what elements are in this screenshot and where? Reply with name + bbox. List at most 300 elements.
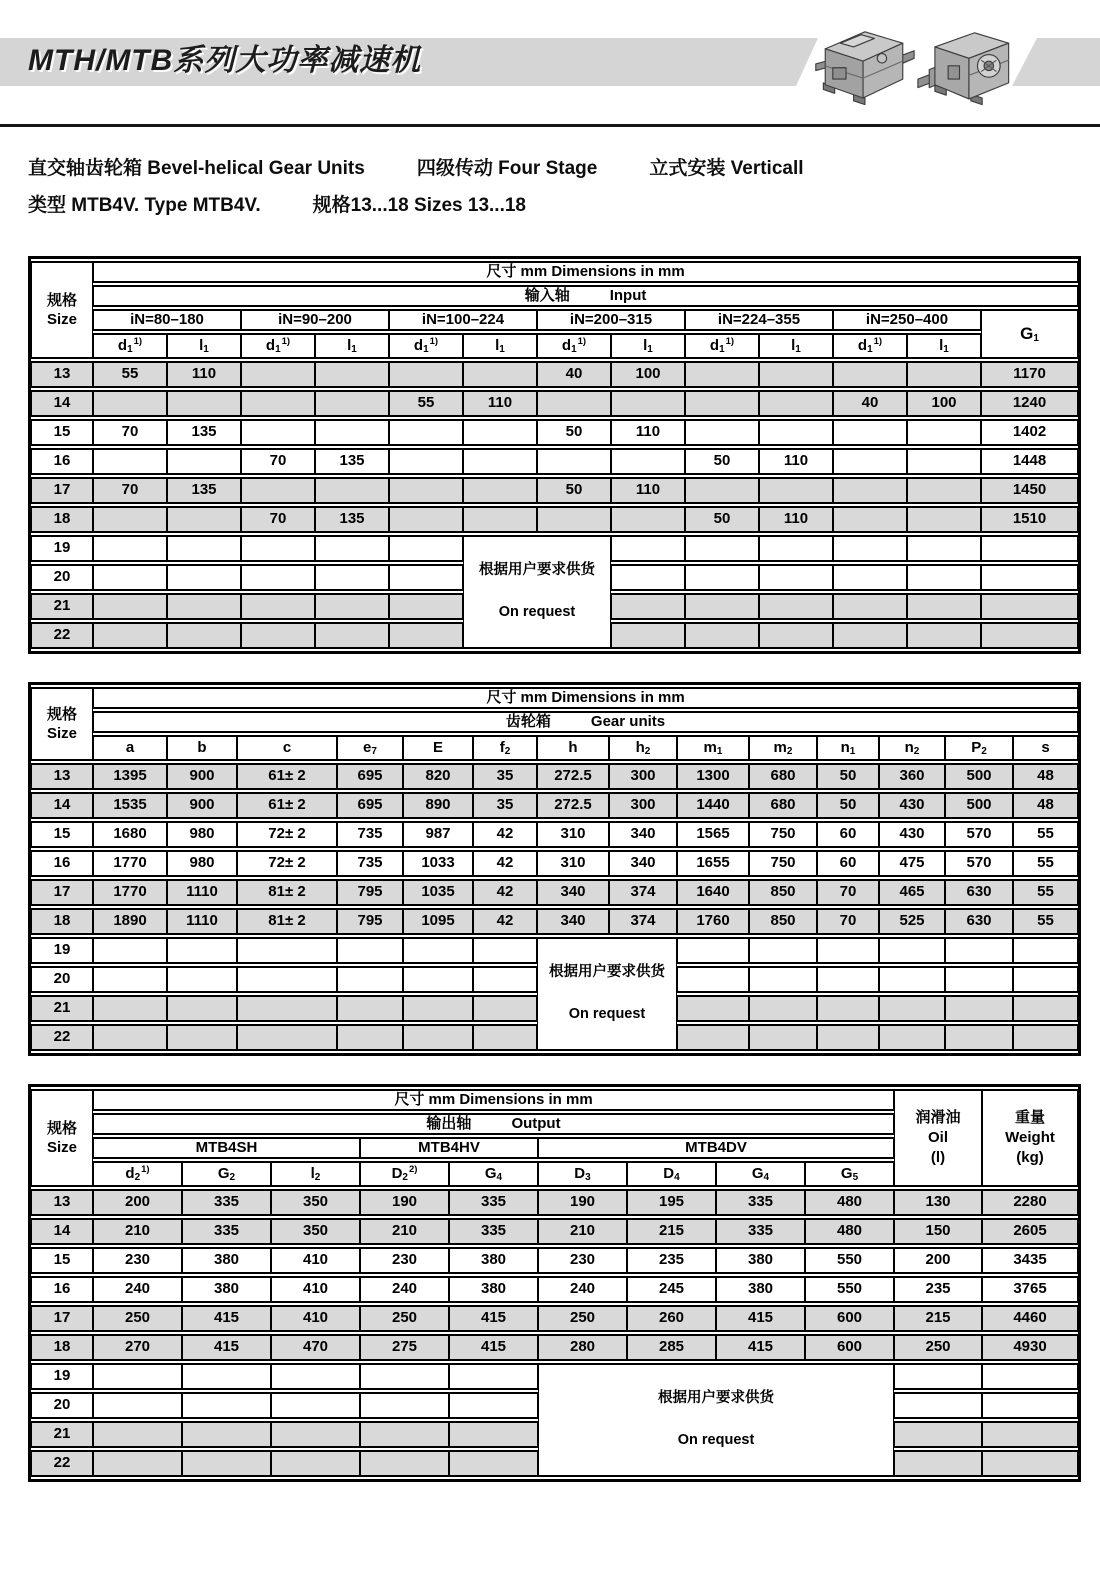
size-cell: 19 [31,535,93,562]
on-request-en: On request [568,1006,646,1022]
value-cell: 380 [449,1247,538,1274]
empty-cell [749,966,817,993]
gear-units-section-header: 齿轮箱 Gear units [93,711,1078,733]
value-cell [389,361,463,388]
value-cell: 1110 [167,879,237,906]
value-cell: 335 [182,1189,271,1216]
empty-cell [93,535,167,562]
weight-header: 重量 Weight (kg) [982,1089,1078,1187]
size-cell: 20 [31,564,93,591]
col-header: b [167,735,237,761]
value-cell: 60 [817,821,879,848]
col-header: $m_1$ [677,735,749,761]
value-cell: 380 [182,1276,271,1303]
empty-cell [337,966,403,993]
size-cell: 22 [31,1024,93,1051]
value-cell [241,419,315,446]
value-cell: 42 [473,908,537,935]
value-cell: 35 [473,763,537,790]
value-cell: 380 [716,1276,805,1303]
empty-cell [473,995,537,1022]
empty-cell [403,966,473,993]
value-cell: 1770 [93,850,167,877]
empty-cell [833,622,907,649]
empty-cell [677,995,749,1022]
col-header: h [537,735,609,761]
value-cell: 60 [817,850,879,877]
value-cell: 245 [627,1276,716,1303]
empty-cell [879,966,945,993]
input-section-header: 输入轴 Input [93,285,1078,307]
value-cell: 3765 [982,1276,1078,1303]
empty-cell [1013,966,1078,993]
value-cell: 335 [182,1218,271,1245]
value-cell: 110 [759,506,833,533]
empty-cell [1013,937,1078,964]
value-cell: 135 [315,506,389,533]
value-cell: 135 [167,477,241,504]
value-cell: 380 [182,1247,271,1274]
value-cell: 415 [716,1305,805,1332]
empty-cell [93,937,167,964]
value-cell: 735 [337,850,403,877]
on-request-cell [463,535,611,649]
empty-cell [611,564,685,591]
value-cell: 374 [609,879,677,906]
empty-cell [982,1392,1078,1419]
empty-cell [167,995,237,1022]
value-cell: 1300 [677,763,749,790]
value-cell: 135 [315,448,389,475]
empty-cell [749,995,817,1022]
header-band-right [1012,38,1100,86]
page-content [0,148,1100,1482]
value-cell: 1770 [93,879,167,906]
empty-cell [93,1363,182,1390]
col-header: c [237,735,337,761]
empty-cell [981,593,1078,620]
value-cell: 570 [945,850,1013,877]
value-cell: 570 [945,821,1013,848]
empty-cell [93,564,167,591]
value-cell: 240 [93,1276,182,1303]
value-cell: 50 [537,419,611,446]
value-cell: 360 [879,763,945,790]
value-cell: 55 [1013,821,1078,848]
empty-cell [271,1450,360,1477]
col-header-d1: $d_1^{1)}$ [389,333,463,359]
value-cell: 72± 2 [237,850,337,877]
subtitle-line-2 [28,185,1100,222]
col-header: $n_2$ [879,735,945,761]
value-cell: 430 [879,792,945,819]
col-header: $G_4$ [716,1161,805,1187]
value-cell: 4460 [982,1305,1078,1332]
empty-cell [982,1450,1078,1477]
size-cell: 18 [31,1334,93,1361]
empty-cell [945,995,1013,1022]
value-cell: 680 [749,763,817,790]
value-cell: 250 [538,1305,627,1332]
value-cell [241,361,315,388]
empty-cell [685,564,759,591]
empty-cell [981,535,1078,562]
col-header: $G_4$ [449,1161,538,1187]
value-cell: 70 [93,477,167,504]
ratio-range-header: iN=200–315 [537,309,685,331]
empty-cell [749,1024,817,1051]
value-cell: 48 [1013,763,1078,790]
value-cell: 215 [894,1305,982,1332]
empty-cell [982,1363,1078,1390]
value-cell: 40 [537,361,611,388]
col-header-l1: $l_1$ [759,333,833,359]
empty-cell [449,1450,538,1477]
value-cell: 240 [360,1276,449,1303]
value-cell: 980 [167,850,237,877]
value-cell: 1033 [403,850,473,877]
value-cell: 55 [1013,908,1078,935]
size-cell: 20 [31,966,93,993]
size-cell: 22 [31,1450,93,1477]
value-cell [685,361,759,388]
value-cell [907,419,981,446]
empty-cell [894,1421,982,1448]
empty-cell [337,1024,403,1051]
on-request-zh: 根据用户要求供货 [479,562,595,579]
empty-cell [360,1392,449,1419]
ratio-range-header: iN=224–355 [685,309,833,331]
value-cell: 1440 [677,792,749,819]
value-cell: 415 [182,1305,271,1332]
size-cell: 14 [31,792,93,819]
page-title: MTH/MTB系列大功率减速机 [28,44,422,77]
value-cell: 250 [360,1305,449,1332]
value-cell: 70 [241,448,315,475]
col-header: E [403,735,473,761]
subtitle-sizes: 规格13...18 Sizes 13...18 [312,195,526,216]
size-cell: 14 [31,1218,93,1245]
value-cell: 235 [627,1247,716,1274]
output-shaft-table-wrap [28,1084,1100,1482]
empty-cell [271,1363,360,1390]
value-cell: 110 [611,477,685,504]
value-cell [611,390,685,417]
subtitle-gear-type: 直交轴齿轮箱 Bevel-helical Gear Units [28,158,365,179]
col-header: a [93,735,167,761]
value-cell: 340 [609,821,677,848]
empty-cell [685,535,759,562]
value-cell: 48 [1013,792,1078,819]
value-cell: 275 [360,1334,449,1361]
value-cell: 480 [805,1189,894,1216]
value-cell: 600 [805,1305,894,1332]
output-shaft-table [28,1084,1081,1482]
value-cell: 1535 [93,792,167,819]
value-cell: 210 [93,1218,182,1245]
empty-cell [241,535,315,562]
size-cell: 13 [31,361,93,388]
value-cell: 735 [337,821,403,848]
empty-cell [167,622,241,649]
col-header: $l_2$ [271,1161,360,1187]
col-header: $h_2$ [609,735,677,761]
value-cell: 1890 [93,908,167,935]
empty-cell [337,995,403,1022]
value-cell: 72± 2 [237,821,337,848]
value-cell: 987 [403,821,473,848]
value-cell: 81± 2 [237,908,337,935]
value-cell [611,506,685,533]
empty-cell [182,1363,271,1390]
empty-cell [360,1363,449,1390]
value-cell: 820 [403,763,473,790]
model-group-header: MTB4SH [93,1137,360,1159]
value-cell: 110 [167,361,241,388]
value-cell: 630 [945,908,1013,935]
empty-cell [685,593,759,620]
value-cell: 110 [463,390,537,417]
value-cell: 272.5 [537,792,609,819]
value-cell: 1095 [403,908,473,935]
size-cell: 16 [31,1276,93,1303]
empty-cell [907,535,981,562]
value-cell: 55 [1013,879,1078,906]
empty-cell [981,622,1078,649]
empty-cell [360,1450,449,1477]
empty-cell [879,937,945,964]
value-cell [833,506,907,533]
size-cell: 16 [31,448,93,475]
col-header: $D_2^{2)}$ [360,1161,449,1187]
value-cell: 190 [360,1189,449,1216]
value-cell: 500 [945,792,1013,819]
value-cell: 465 [879,879,945,906]
value-cell: 110 [611,419,685,446]
value-cell: 230 [360,1247,449,1274]
dims-header: 尺寸 mm Dimensions in mm [93,261,1078,283]
size-cell: 13 [31,1189,93,1216]
value-cell: 1640 [677,879,749,906]
value-cell [611,448,685,475]
value-cell: 1510 [981,506,1078,533]
value-cell: 280 [538,1334,627,1361]
value-cell: 230 [538,1247,627,1274]
empty-cell [817,966,879,993]
col-header: $G_2$ [182,1161,271,1187]
empty-cell [833,564,907,591]
size-cell: 15 [31,419,93,446]
value-cell [685,419,759,446]
value-cell [93,448,167,475]
empty-cell [389,535,463,562]
empty-cell [945,937,1013,964]
empty-cell [611,535,685,562]
value-cell [907,361,981,388]
value-cell: 2605 [982,1218,1078,1245]
gear-units-table [28,682,1081,1056]
value-cell: 890 [403,792,473,819]
size-cell: 19 [31,1363,93,1390]
value-cell: 680 [749,792,817,819]
size-cell: 17 [31,879,93,906]
dims-header: 尺寸 mm Dimensions in mm [93,1089,894,1111]
value-cell [463,448,537,475]
col-header: $n_1$ [817,735,879,761]
size-cell: 17 [31,1305,93,1332]
value-cell: 2280 [982,1189,1078,1216]
value-cell: 240 [538,1276,627,1303]
value-cell: 380 [716,1247,805,1274]
empty-cell [241,593,315,620]
value-cell [167,390,241,417]
empty-cell [894,1392,982,1419]
col-header: $m_2$ [749,735,817,761]
value-cell: 195 [627,1189,716,1216]
value-cell: 900 [167,792,237,819]
value-cell [685,477,759,504]
value-cell: 415 [182,1334,271,1361]
value-cell: 415 [449,1334,538,1361]
input-shaft-table-wrap [28,256,1100,654]
empty-cell [167,1024,237,1051]
value-cell: 70 [817,879,879,906]
value-cell: 81± 2 [237,879,337,906]
value-cell: 335 [716,1218,805,1245]
empty-cell [389,622,463,649]
value-cell: 1110 [167,908,237,935]
size-cell: 20 [31,1392,93,1419]
value-cell: 850 [749,908,817,935]
value-cell: 55 [93,361,167,388]
value-cell [315,390,389,417]
value-cell [537,448,611,475]
empty-cell [879,1024,945,1051]
empty-cell [833,593,907,620]
size-cell: 15 [31,821,93,848]
value-cell: 750 [749,821,817,848]
empty-cell [241,564,315,591]
value-cell [833,477,907,504]
value-cell [759,419,833,446]
empty-cell [315,564,389,591]
size-cell: 16 [31,850,93,877]
value-cell [389,448,463,475]
empty-cell [759,535,833,562]
value-cell [907,448,981,475]
gearbox-illustration-left [812,16,916,111]
value-cell: 300 [609,763,677,790]
empty-cell [677,966,749,993]
dims-header: 尺寸 mm Dimensions in mm [93,687,1078,709]
size-cell: 21 [31,1421,93,1448]
value-cell: 50 [537,477,611,504]
empty-cell [981,564,1078,591]
value-cell [833,361,907,388]
size-cell: 13 [31,763,93,790]
value-cell: 250 [894,1334,982,1361]
value-cell: 374 [609,908,677,935]
value-cell: 335 [716,1189,805,1216]
empty-cell [685,622,759,649]
empty-cell [611,593,685,620]
empty-cell [167,593,241,620]
value-cell: 795 [337,908,403,935]
value-cell [759,361,833,388]
value-cell: 340 [537,879,609,906]
value-cell: 42 [473,821,537,848]
empty-cell [93,995,167,1022]
value-cell: 285 [627,1334,716,1361]
empty-cell [182,1421,271,1448]
value-cell: 470 [271,1334,360,1361]
value-cell: 630 [945,879,1013,906]
value-cell [537,390,611,417]
value-cell [463,477,537,504]
value-cell [907,506,981,533]
empty-cell [315,622,389,649]
size-cell: 17 [31,477,93,504]
col-header-l1: $l_1$ [611,333,685,359]
empty-cell [473,1024,537,1051]
empty-cell [360,1421,449,1448]
value-cell: 415 [449,1305,538,1332]
value-cell: 550 [805,1276,894,1303]
empty-cell [241,622,315,649]
subtitle-type: 类型 MTB4V. Type MTB4V. [28,195,261,216]
gearbox-illustration-right [916,16,1020,111]
empty-cell [879,995,945,1022]
value-cell: 50 [817,792,879,819]
value-cell: 50 [685,506,759,533]
value-cell [241,477,315,504]
value-cell: 310 [537,850,609,877]
value-cell: 410 [271,1305,360,1332]
value-cell: 270 [93,1334,182,1361]
value-cell: 1565 [677,821,749,848]
empty-cell [907,593,981,620]
col-header-d1: $d_1^{1)}$ [685,333,759,359]
col-header-l1: $l_1$ [907,333,981,359]
value-cell [685,390,759,417]
value-cell: 42 [473,879,537,906]
value-cell [93,390,167,417]
value-cell: 380 [449,1276,538,1303]
value-cell: 130 [894,1189,982,1216]
empty-cell [315,593,389,620]
value-cell: 150 [894,1218,982,1245]
value-cell [315,419,389,446]
value-cell: 430 [879,821,945,848]
empty-cell [389,564,463,591]
empty-cell [945,1024,1013,1051]
col-header-d1: $d_1^{1)}$ [93,333,167,359]
empty-cell [337,937,403,964]
size-header: 规格 Size [31,1089,93,1187]
col-header: $f_2$ [473,735,537,761]
value-cell [759,390,833,417]
ratio-range-header: iN=250–400 [833,309,981,331]
empty-cell [93,966,167,993]
empty-cell [473,966,537,993]
empty-cell [93,1392,182,1419]
col-header-d1: $d_1^{1)}$ [537,333,611,359]
value-cell: 335 [449,1218,538,1245]
subtitle-mounting: 立式安装 Verticall [649,158,804,179]
empty-cell [237,995,337,1022]
value-cell: 4930 [982,1334,1078,1361]
value-cell: 410 [271,1276,360,1303]
